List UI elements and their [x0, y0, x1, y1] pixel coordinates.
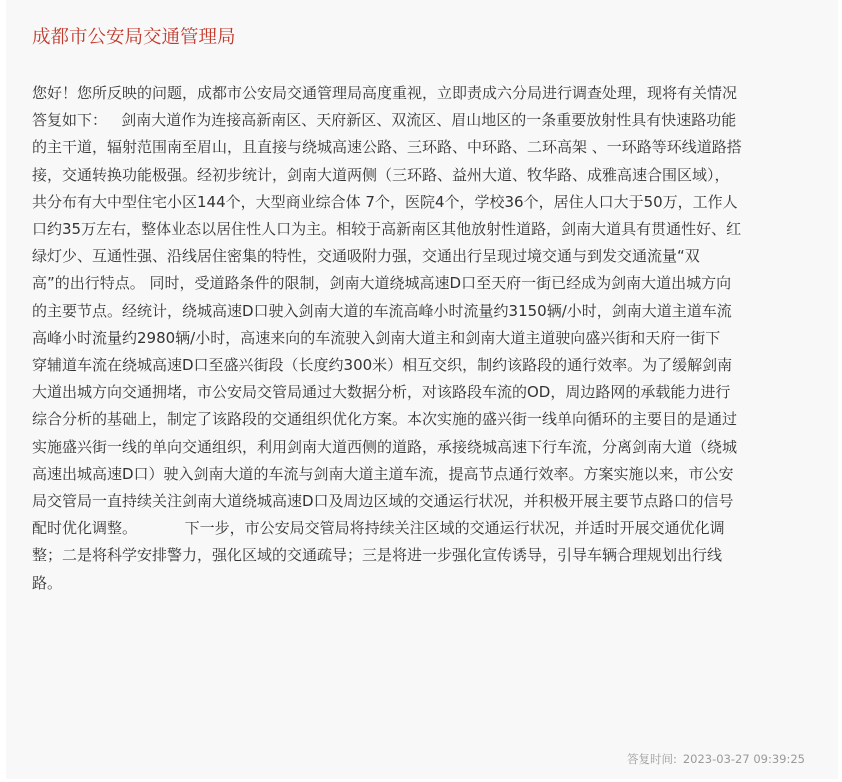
- reply-time-label: 答复时间:: [626, 752, 677, 766]
- reply-line: 综合分析的基础上，制定了该路段的交通组织优化方案。本次实施的盛兴街一线单向循环的主要目的是通过: [32, 410, 738, 429]
- reply-line: 配时优化调整。 下一步，市公安局交管局将持续关注区域的交通运行状况，并适时开展交通优化调: [32, 519, 725, 538]
- reply-line: 穿辅道车流在绕城高速D口至盛兴街段（长度约300米）相互交织，制约该路段的通行效率。为了缓解剑南: [32, 356, 733, 375]
- reply-line: 高速出城高速D口）驶入剑南大道的车流与剑南大道主道车流，提高节点通行效率。方案实施以来，市公安: [32, 464, 734, 483]
- reply-line: 的主要节点。经统计，绕城高速D口驶入剑南大道的车流高峰小时流量约3150辆/小时，剑南大道主道车流: [32, 301, 732, 320]
- reply-line: 答复如下： 剑南大道作为连接高新南区、天府新区、双流区、眉山地区的一条重要放射性具有快速路功能: [32, 111, 737, 130]
- reply-line: 高”的出行特点。 同时，受道路条件的限制，剑南大道绕城高速D口至天府一街已经成为剑南大道出城方向: [32, 274, 732, 293]
- reply-line: 大道出城方向交通拥堵，市公安局交管局通过大数据分析，对该路段车流的OD，周边路网的承载能力进行: [32, 383, 731, 402]
- reply-content: [32, 80, 810, 597]
- reply-line: 高峰小时流量约2980辆/小时，高速来向的车流驶入剑南大道主和剑南大道主道驶向盛兴街和天府一街下: [32, 328, 721, 347]
- reply-line: 局交管局一直持续关注剑南大道绕城高速D口及周边区域的交通运行状况，并积极开展主要节点路口的信号: [32, 492, 734, 511]
- reply-line: 的主干道，辐射范围南至眉山，且直接与绕城高速公路、三环路、中环路、二环高架 、一环路等环线道路搭: [32, 138, 742, 157]
- reply-line: 共分布有大中型住宅小区144个，大型商业综合体 7个，医院4个，学校36个，居住人口大于50万，工作人: [32, 192, 738, 211]
- reply-card: [6, 0, 838, 779]
- reply-line: 口约35万左右，整体业态以居住性人口为主。相较于高新南区其他放射性道路，剑南大道具有贯通性好、红: [32, 220, 742, 239]
- reply-line: 实施盛兴街一线的单向交通组织，利用剑南大道西侧的道路，承接绕城高速下行车流，分离剑南大道（绕城: [32, 437, 738, 456]
- department-title: 成都市公安局交通管理局: [32, 27, 236, 48]
- reply-line: 整；二是将科学安排警力，强化区域的交通疏导；三是将进一步强化宣传诱导，引导车辆合理规划出行线: [32, 546, 723, 565]
- reply-line: 接，交通转换功能极强。经初步统计，剑南大道两侧（三环路、益州大道、牧华路、成雅高速合围区域），: [32, 165, 730, 184]
- reply-timestamp: [627, 751, 805, 767]
- reply-line: 路。: [32, 573, 63, 592]
- reply-line: 绿灯少、互通性强、沿线居住密集的特性，交通吸附力强，交通出行呈现过境交通与到发交通流量“双: [32, 247, 700, 266]
- reply-time-value: 2023-03-27 09:39:25: [682, 752, 805, 766]
- reply-line: 您好！您所反映的问题，成都市公安局交通管理局高度重视，立即责成六分局进行调查处理，现将有关情况: [32, 84, 738, 102]
